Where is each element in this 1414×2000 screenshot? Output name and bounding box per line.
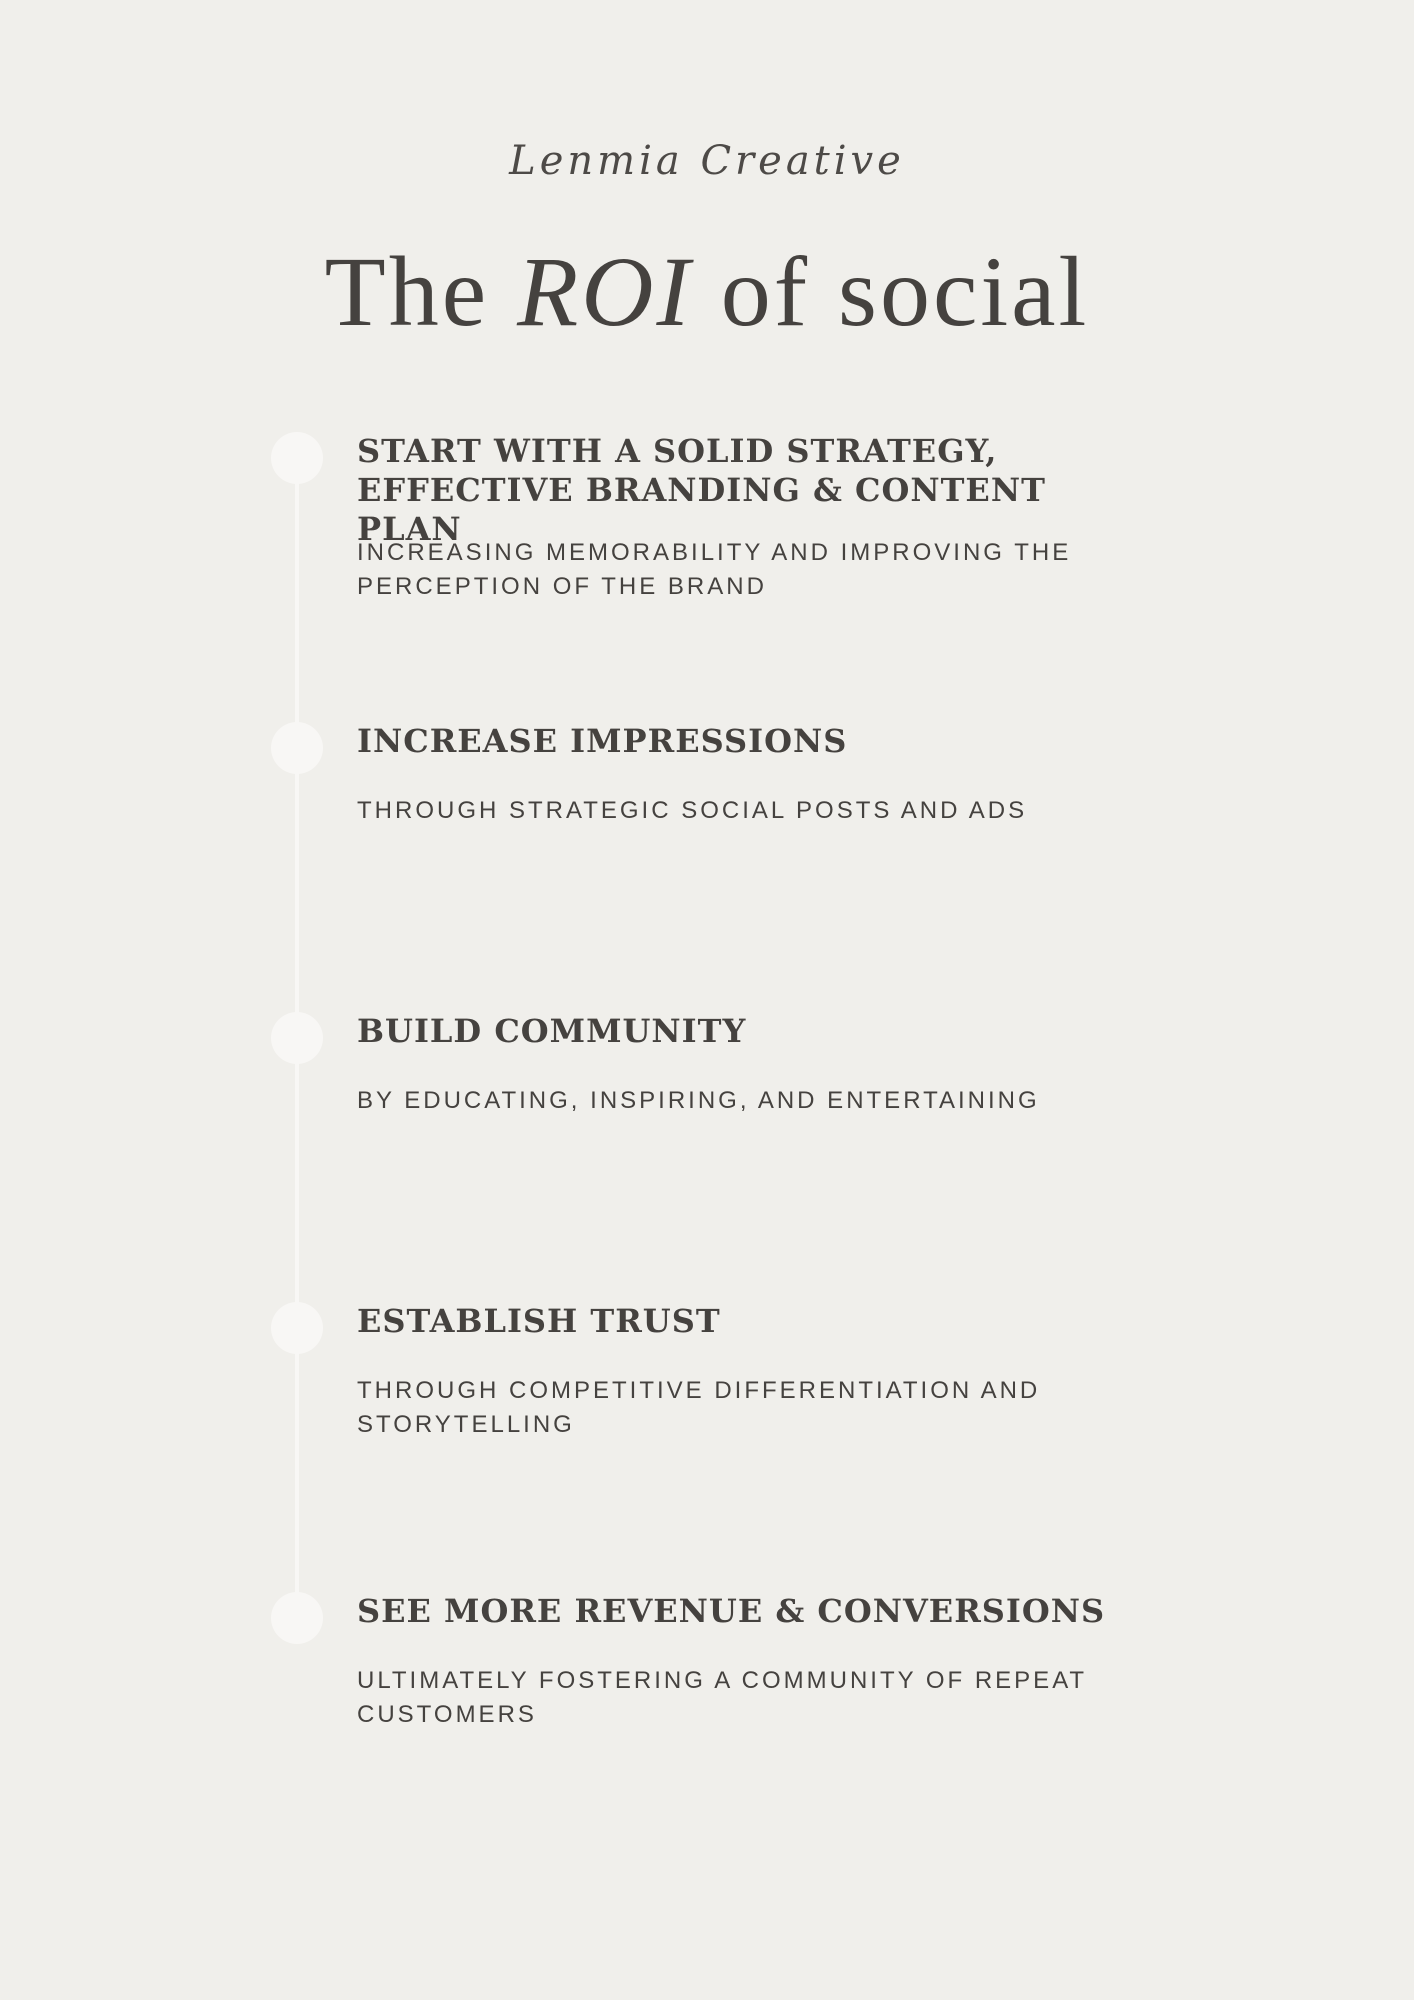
- brand-name: Lenmia Creative: [509, 138, 905, 184]
- timeline-dot: [271, 1302, 323, 1354]
- title-word-of-social: of social: [720, 236, 1090, 347]
- step-title: START WITH A SOLID STRATEGY, EFFECTIVE BRANDING & CONTENT PLAN: [357, 432, 1046, 548]
- timeline-dot: [271, 722, 323, 774]
- step-title: ESTABLISH TRUST: [357, 1302, 721, 1340]
- step-title: INCREASE IMPRESSIONS: [357, 722, 848, 760]
- step-description: THROUGH COMPETITIVE DIFFERENTIATION AND STORYTELLING: [357, 1377, 1041, 1438]
- title-word-the: The: [324, 236, 490, 347]
- step-description: INCREASING MEMORABILITY AND IMPROVING THE PERCEPTION OF THE BRAND: [357, 539, 1072, 600]
- step-title: BUILD COMMUNITY: [357, 1012, 747, 1050]
- step-description: BY EDUCATING, INSPIRING, AND ENTERTAINING: [357, 1087, 1040, 1114]
- timeline-dot: [271, 432, 323, 484]
- step-description: ULTIMATELY FOSTERING A COMMUNITY OF REPEAT CUSTOMERS: [357, 1667, 1087, 1728]
- timeline-dot: [271, 1592, 323, 1644]
- title-word-roi: ROI: [517, 236, 693, 347]
- step-description: THROUGH STRATEGIC SOCIAL POSTS AND ADS: [357, 797, 1028, 824]
- page-title: [0, 232, 1414, 352]
- timeline-dot: [271, 1012, 323, 1064]
- step-title: SEE MORE REVENUE & CONVERSIONS: [357, 1592, 1106, 1630]
